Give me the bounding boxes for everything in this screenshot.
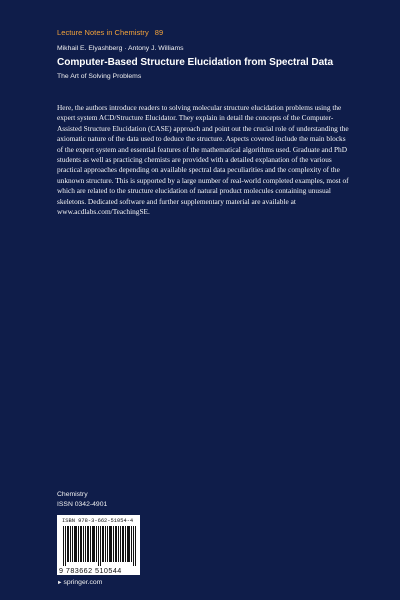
- book-description: Here, the authors introduce readers to solving molecular structure elucidation problems using the expert system ACD/Structure Elucidator. They explain in detail the concepts of the Computer-Assisted Structure Elucidation (CASE) approach and point out the crucial role of understanding the axiomatic nature of the data used to deduce the structure. Aspects covered include the main blocks of the expert system and essential features of the mathematical algorithms used. Graduate and PhD students as well as practicing chemists are provided with a detailed explanation of the various practical approaches depending on available spectral data peculiarities and the complexity of the unknown structure. This is supported by a large number of real-world completed examples, most of which are related to the structure elucidation of natural product molecules containing unusual skeletons. Dedicated software and further supplementary material are available at www.acdlabs.com/TeachingSE.: [57, 103, 349, 217]
- series-heading: [57, 28, 163, 37]
- publisher-url[interactable]: springer.com: [63, 579, 103, 586]
- author-names: Mikhail E. Elyashberg · Antony J. Williams: [57, 45, 184, 52]
- book-title: Computer-Based Structure Elucidation from Spectral Data: [57, 57, 334, 68]
- series-volume-number: 89: [154, 28, 164, 37]
- barcode-icon: [63, 526, 136, 566]
- ean-digits: 9 783662 510544: [59, 566, 122, 575]
- isbn-label: ISBN 978-3-662-51054-4: [62, 518, 134, 524]
- series-name: Lecture Notes in Chemistry: [57, 28, 149, 37]
- publisher-website-link[interactable]: [57, 579, 102, 586]
- book-subtitle: The Art of Solving Problems: [57, 73, 142, 80]
- triangle-right-icon: ►: [57, 580, 63, 586]
- barcode-panel: [57, 515, 140, 575]
- subject-category: Chemistry: [57, 491, 88, 498]
- issn-number: ISSN 0342-4901: [57, 501, 108, 508]
